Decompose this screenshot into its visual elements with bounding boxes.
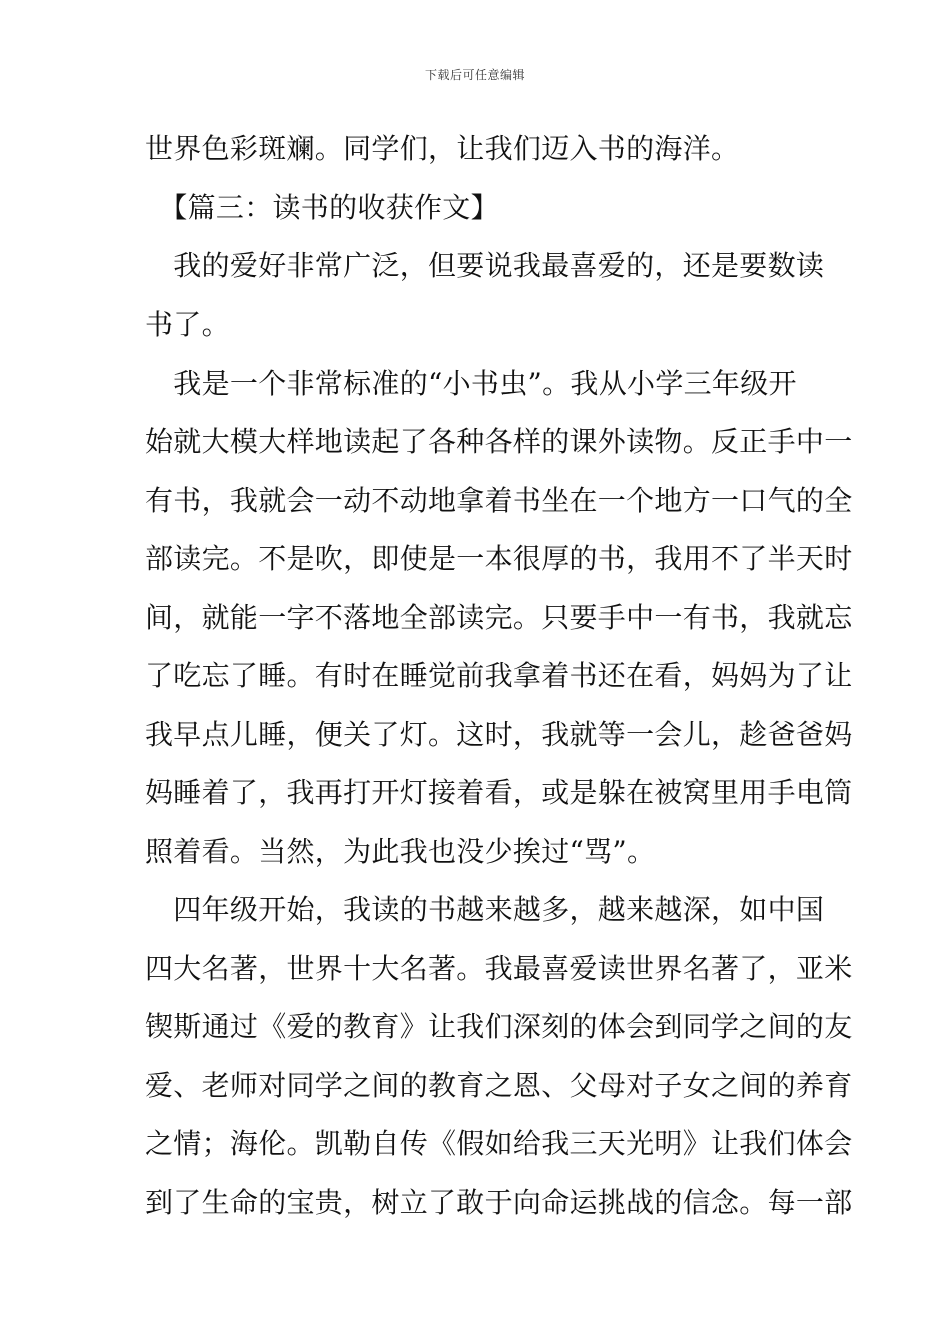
page-header: 下载后可任意编辑 xyxy=(424,68,525,82)
text-line: 始就大模大样地读起了各种各样的课外读物。反正手中一 xyxy=(145,425,853,458)
text-line: 锲斯通过《爱的教育》让我们深刻的体会到同学之间的友 xyxy=(145,1010,853,1043)
text-line: 书了。 xyxy=(145,308,230,341)
text-line: 妈睡着了，我再打开灯接着看，或是躲在被窝里用手电筒 xyxy=(145,776,853,809)
text-line: 爱、老师对同学之间的教育之恩、父母对子女之间的养育 xyxy=(145,1069,853,1102)
text-line: 照着看。当然，为此我也没少挨过“骂”。 xyxy=(145,835,656,868)
text-line: 世界色彩斑斓。同学们，让我们迈入书的海洋。 xyxy=(145,132,740,165)
text-line: 我的爱好非常广泛，但要说我最喜爱的，还是要数读 xyxy=(145,249,825,282)
text-line: 之情；海伦。凯勒自传《假如给我三天光明》让我们体会 xyxy=(145,1127,853,1160)
text-line: 了吃忘了睡。有时在睡觉前我拿着书还在看，妈妈为了让 xyxy=(145,659,853,692)
text-line: 有书，我就会一动不动地拿着书坐在一个地方一口气的全 xyxy=(145,484,853,517)
text-line: 我早点儿睡，便关了灯。这时，我就等一会儿，趁爸爸妈 xyxy=(145,718,853,751)
text-line: 到了生命的宝贵，树立了敢于向命运挑战的信念。每一部 xyxy=(145,1186,853,1219)
text-line: 四年级开始，我读的书越来越多，越来越深，如中国 xyxy=(145,893,825,926)
section-heading: 【篇三：读书的收获作文】 xyxy=(145,191,499,224)
text-line: 部读完。不是吹，即使是一本很厚的书，我用不了半天时 xyxy=(145,542,853,575)
text-line: 间，就能一字不落地全部读完。只要手中一有书，我就忘 xyxy=(145,601,853,634)
text-line: 我是一个非常标准的“小书虫”。我从小学三年级开 xyxy=(145,367,797,400)
text-line: 四大名著，世界十大名著。我最喜爱读世界名著了，亚米 xyxy=(145,952,853,985)
